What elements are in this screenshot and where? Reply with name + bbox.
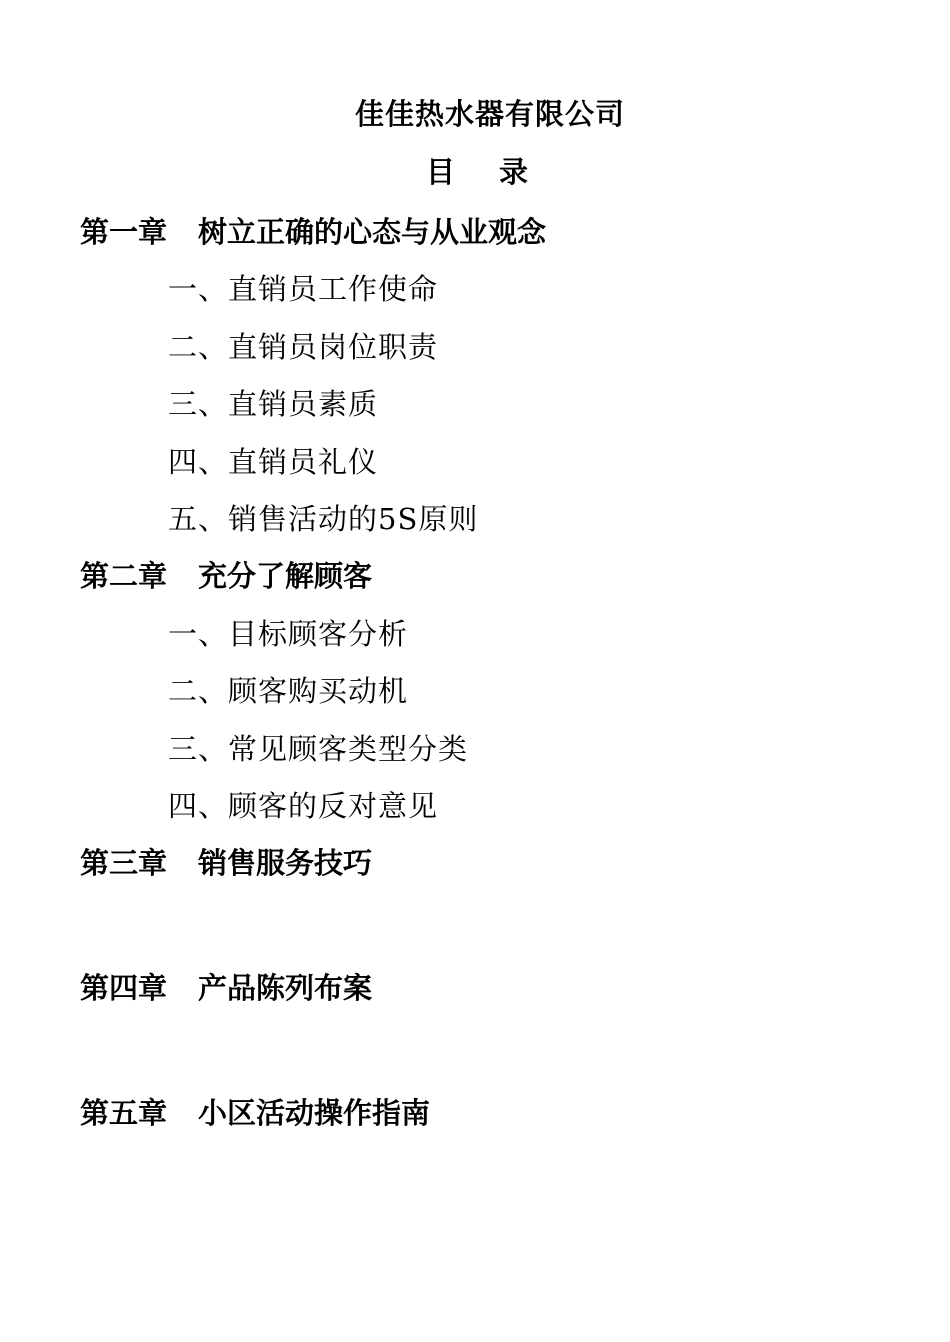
toc-title-left: 目 [426,155,456,189]
toc-section: 三、常见顾客类型分类 [168,732,469,766]
chapter-4-heading [80,966,372,1007]
chapter-1-heading [80,210,546,251]
chapter-title: 销售服务技巧 [198,846,373,880]
toc-section: 二、顾客购买动机 [168,674,409,708]
toc-section: 三、直销员素质 [168,387,379,421]
toc-title-right: 录 [499,155,529,189]
chapter-number: 第一章 [80,215,168,249]
chapter-number: 第四章 [80,971,168,1005]
chapter-title: 产品陈列布案 [198,971,373,1005]
chapter-2-heading [80,554,372,595]
chapter-title: 充分了解顾客 [198,559,373,593]
toc-section: 一、目标顾客分析 [168,617,409,651]
chapter-5-heading [80,1091,430,1132]
chapter-3-heading [80,841,372,882]
toc-section: 四、顾客的反对意见 [168,789,439,823]
toc-section: 五、销售活动的5S原则 [168,502,479,536]
toc-section: 一、直销员工作使命 [168,272,439,306]
chapter-title: 小区活动操作指南 [198,1096,431,1130]
chapter-number: 第二章 [80,559,168,593]
toc-title [426,150,528,191]
toc-section: 二、直销员岗位职责 [168,330,439,364]
toc-section: 四、直销员礼仪 [168,445,379,479]
chapter-title: 树立正确的心态与从业观念 [198,215,547,249]
chapter-number: 第三章 [80,846,168,880]
chapter-number: 第五章 [80,1096,168,1130]
company-name: 佳佳热水器有限公司 [354,97,625,131]
